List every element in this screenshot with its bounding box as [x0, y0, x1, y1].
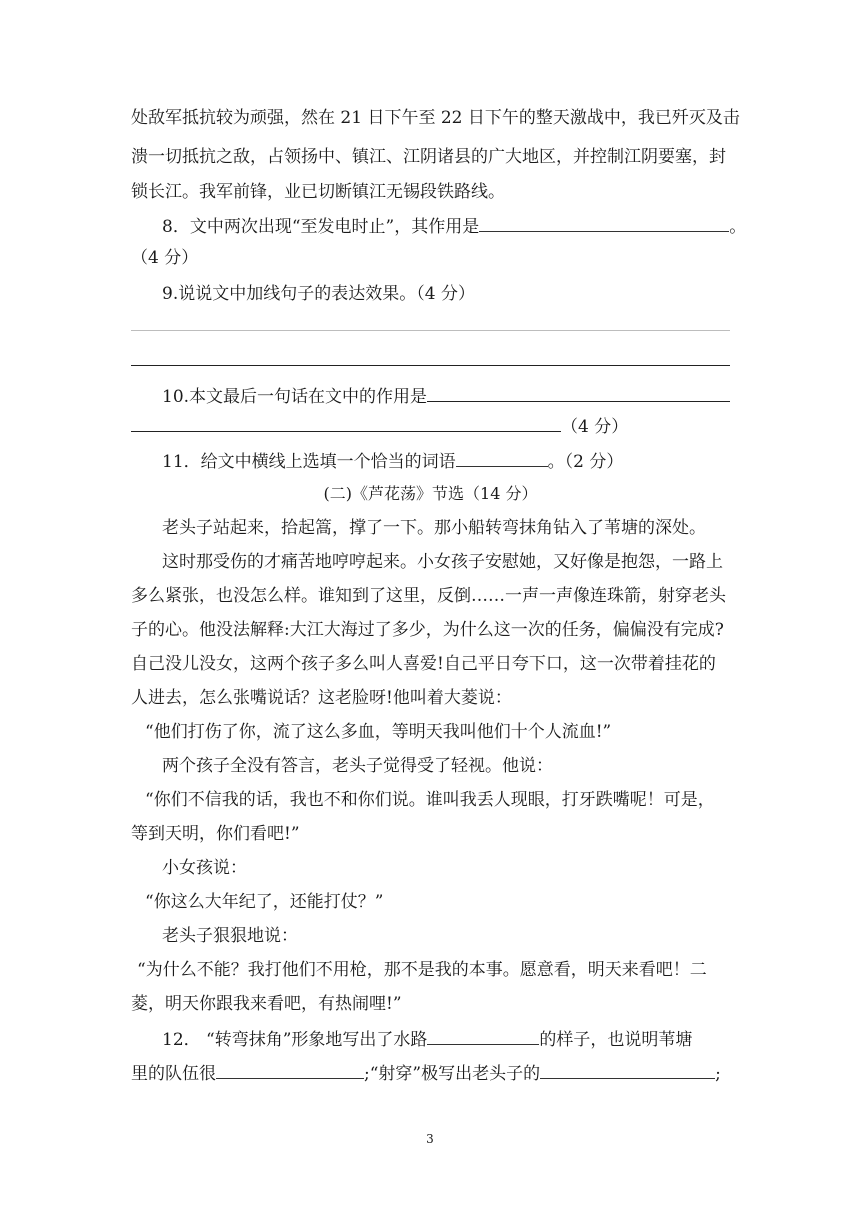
- question-11: [162, 448, 730, 474]
- paragraph-line: “他们打伤了你，流了这么多血，等明天我叫他们十个人流血!”: [145, 722, 612, 742]
- question-12: [162, 1026, 730, 1052]
- question-score: （4 分）: [131, 248, 199, 268]
- answer-blank[interactable]: [540, 1060, 715, 1079]
- question-9: 9.说说文中加线句子的表达效果。（4 分）: [162, 284, 475, 304]
- question-12-cont: [131, 1060, 730, 1086]
- question-text: 的样子，也说明苇塘: [539, 1030, 693, 1050]
- paragraph-line: 老头子狠狠地说：: [162, 926, 298, 946]
- answer-blank[interactable]: [456, 448, 548, 467]
- question-punct: 。: [729, 217, 747, 237]
- text-line: 溃一切抵抗之敌，占领扬中、镇江、江阴诸县的广大地区，并控制江阴要塞，封: [131, 147, 726, 167]
- section-heading: (二)《芦花荡》节选（14 分）: [323, 484, 538, 503]
- answer-blank[interactable]: [131, 413, 561, 432]
- question-10-cont: [131, 413, 730, 439]
- paragraph-line: 自己没儿没女，这两个孩子多么叫人喜爱!自己平日夸下口，这一次带着挂花的: [131, 654, 716, 674]
- question-punct: 。（2 分）: [547, 452, 624, 472]
- paragraph-line: 菱，明天你跟我来看吧，有热闹哩!”: [131, 994, 402, 1014]
- paragraph-line: “你这么大年纪了，还能打仗？”: [145, 892, 384, 912]
- question-text: 11．给文中横线上选填一个恰当的词语: [162, 452, 456, 472]
- question-text: 里的队伍很: [131, 1064, 216, 1084]
- question-text: ;“射穿”极写出老头子的: [364, 1064, 541, 1084]
- paragraph-line: “你们不信我的话，我也不和你们说。谁叫我丢人现眼，打牙跌嘴呢！可是，: [145, 790, 715, 810]
- page-number: 3: [426, 1132, 434, 1146]
- question-text: 8．文中两次出现“至发电时止”，其作用是: [162, 217, 480, 237]
- answer-blank[interactable]: [216, 1060, 364, 1079]
- question-10: [162, 383, 730, 409]
- text-line: 处敌军抵抗较为顽强，然在 21 日下午至 22 日下午的整天激战中，我已歼灭及击: [131, 108, 740, 128]
- answer-line[interactable]: [131, 330, 730, 331]
- question-score: （4 分）: [561, 417, 629, 437]
- paragraph-line: “为什么不能？我打他们不用枪，那不是我的本事。愿意看，明天来看吧！二: [137, 960, 707, 980]
- text-line: 锁长江。我军前锋，业已切断镇江无锡段铁路线。: [131, 182, 505, 202]
- paragraph-line: 多么紧张，也没怎么样。谁知到了这里，反倒……一声一声像连珠箭，射穿老头: [131, 586, 726, 606]
- question-8: [162, 213, 747, 239]
- answer-line[interactable]: [131, 365, 730, 366]
- paragraph-line: 两个孩子全没有答言，老头子觉得受了轻视。他说：: [162, 756, 553, 776]
- paragraph-line: 等到天明，你们看吧!”: [131, 824, 300, 844]
- paragraph-line: 这时那受伤的才痛苦地哼哼起来。小女孩子安慰她，又好像是抱怨，一路上: [162, 552, 723, 572]
- paragraph-line: 老头子站起来，拾起篙，撑了一下。那小船转弯抹角钻入了苇塘的深处。: [162, 518, 706, 538]
- answer-blank[interactable]: [427, 383, 730, 402]
- paragraph-line: 人进去，怎么张嘴说话？这老脸呀!他叫着大菱说：: [131, 688, 512, 708]
- paragraph-line: 小女孩说：: [162, 858, 247, 878]
- question-punct: ;: [715, 1064, 721, 1084]
- question-text: 10.本文最后一句话在文中的作用是: [162, 387, 428, 407]
- answer-blank[interactable]: [427, 1026, 539, 1045]
- question-text: 12． “转弯抹角”形象地写出了水路: [162, 1030, 428, 1050]
- answer-blank[interactable]: [479, 213, 729, 232]
- paragraph-line: 子的心。他没法解释:大江大海过了多少，为什么这一次的任务，偏偏没有完成?: [131, 620, 724, 640]
